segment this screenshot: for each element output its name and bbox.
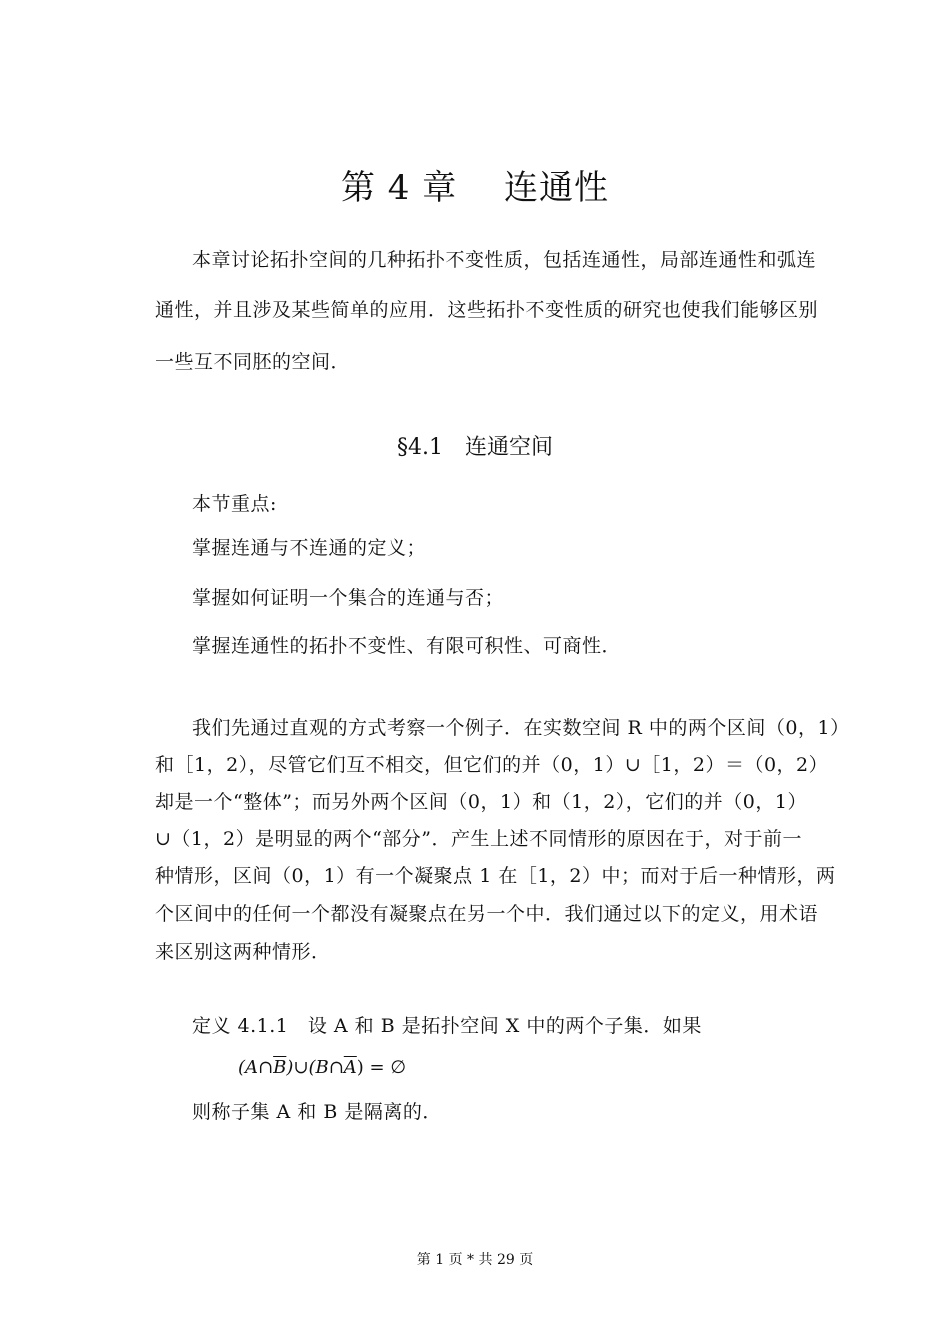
chapter-title: 第 4 章 连通性 [340, 168, 610, 208]
definition-statement: 定义 4.1.1 设 A 和 B 是拓扑空间 X 中的两个子集．如果 [192, 1015, 702, 1037]
formula-part: ) = ∅ [356, 1057, 407, 1078]
intro-line: 一些互不同胚的空间． [155, 351, 351, 373]
key-point: 掌握如何证明一个集合的连通与否； [192, 587, 505, 609]
separation-formula [238, 1057, 406, 1078]
formula-part: )∪(B∩ [286, 1057, 344, 1078]
paragraph-line: 却是一个“整体”；而另外两个区间（0，1）和（1，2），它们的并（0，1） [155, 791, 807, 813]
paragraph-line: 个区间中的任何一个都没有凝聚点在另一个中．我们通过以下的定义，用术语 [155, 903, 819, 925]
paragraph-line: 和［1，2），尽管它们互不相交，但它们的并（0，1）∪［1，2）＝（0，2） [155, 754, 829, 776]
paragraph-line: ∪（1，2）是明显的两个“部分”．产生上述不同情形的原因在于，对于前一 [155, 828, 803, 850]
definition-conclusion: 则称子集 A 和 B 是隔离的． [192, 1101, 442, 1123]
paragraph-line: 来区别这两种情形． [155, 941, 331, 963]
paragraph-line: 种情形，区间（0，1）有一个凝聚点 1 在［1，2）中；而对于后一种情形，两 [155, 865, 836, 887]
key-point: 掌握连通性的拓扑不变性、有限可积性、可商性． [192, 635, 622, 657]
closure-b: $\overline{B}$ [273, 1057, 287, 1078]
intro-line: 通性，并且涉及某些简单的应用．这些拓扑不变性质的研究也使我们能够区别 [155, 299, 819, 321]
formula-part: (A∩ [238, 1057, 274, 1078]
section-title: §4.1 连通空间 [397, 435, 553, 460]
key-point: 掌握连通与不连通的定义； [192, 537, 427, 559]
key-points-heading: 本节重点: [192, 493, 277, 515]
page-footer: 第 1 页 * 共 29 页 [416, 1252, 534, 1268]
paragraph-line: 我们先通过直观的方式考察一个例子．在实数空间 R 中的两个区间（0，1） [192, 717, 850, 739]
closure-a: $\overline{A}$ [343, 1057, 357, 1078]
intro-line: 本章讨论拓扑空间的几种拓扑不变性质，包括连通性，局部连通性和弧连 [192, 249, 817, 271]
